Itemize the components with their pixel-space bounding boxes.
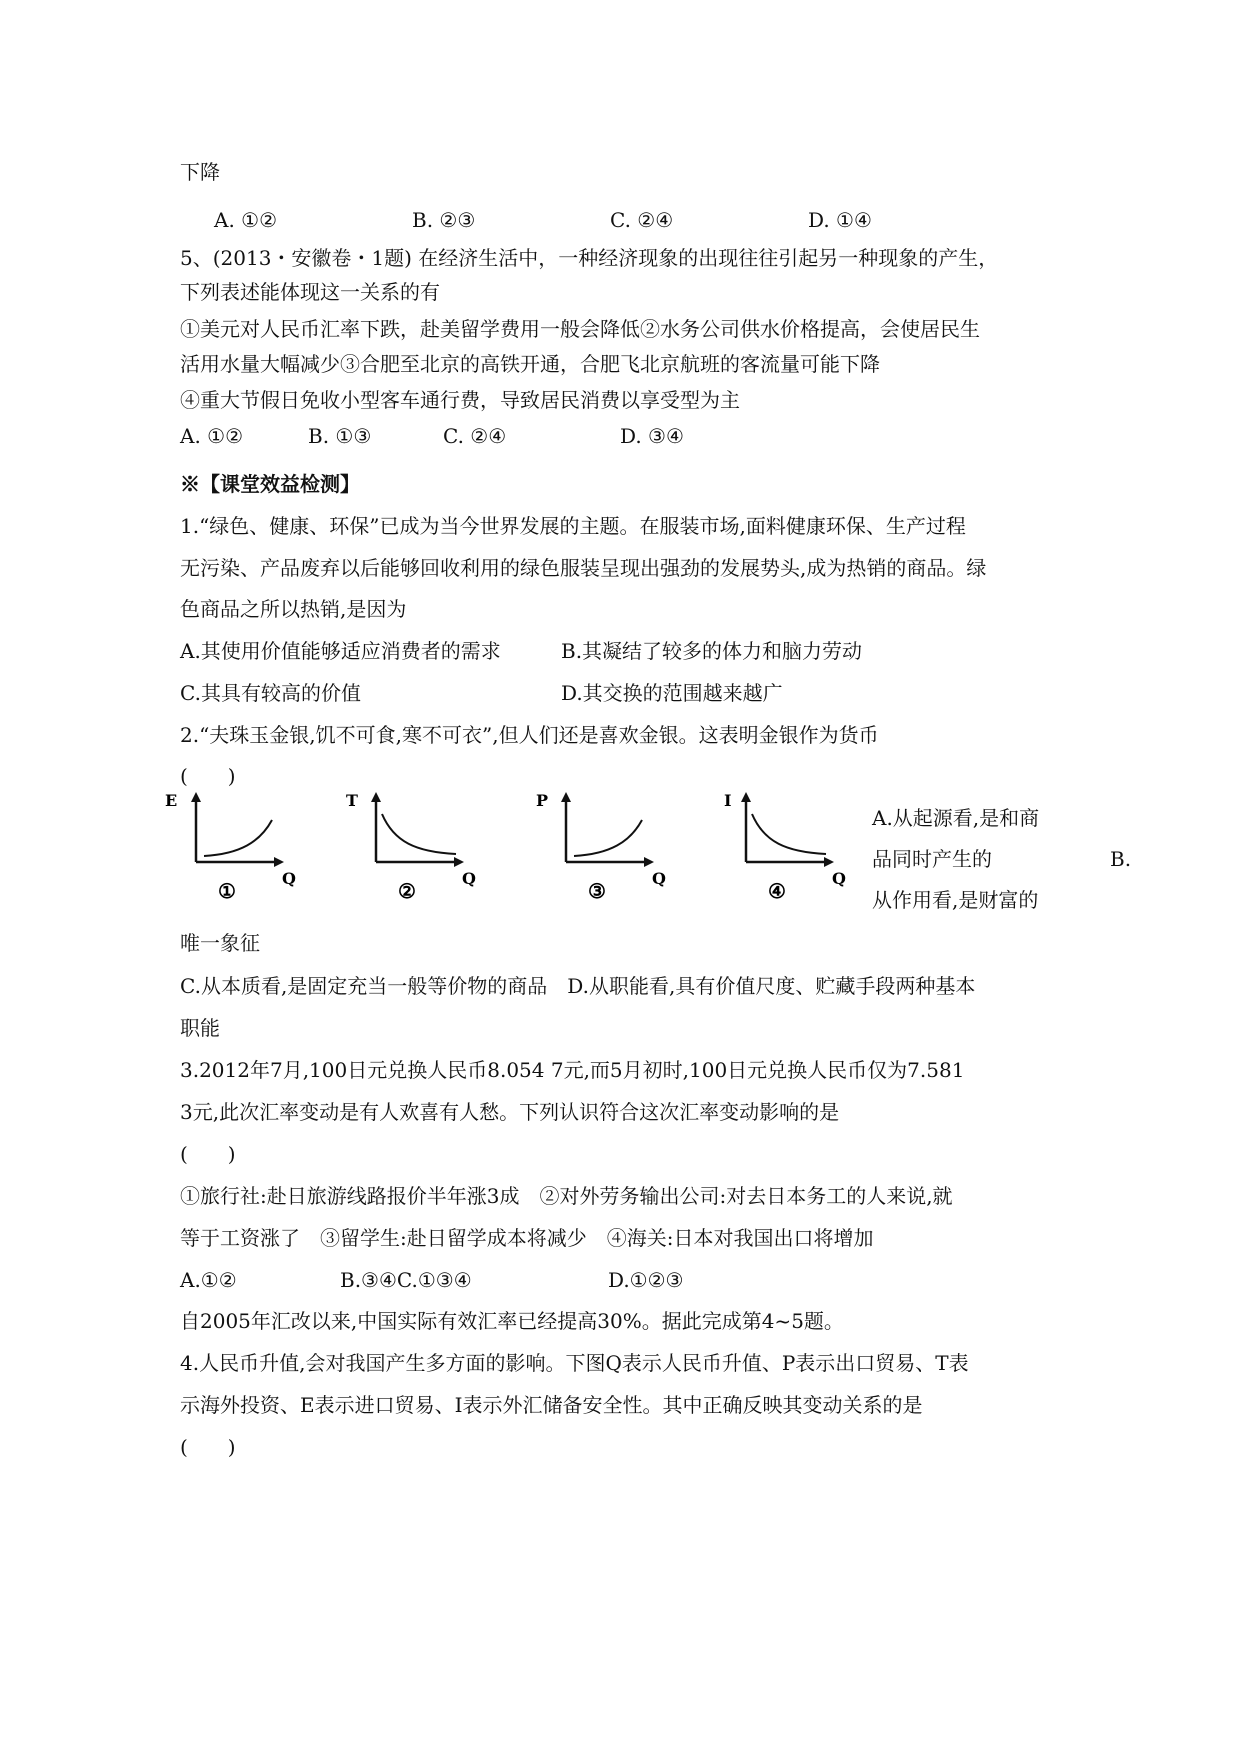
section-heading: ※【课堂效益检测】 xyxy=(180,472,360,496)
option-a: A.从起源看,是和商 xyxy=(872,806,1040,830)
question-3-stem: 3元,此次汇率变动是有人欢喜有人愁。下列认识符合这次汇率变动影响的是 xyxy=(180,1100,840,1124)
option-d: D. ③④ xyxy=(620,424,684,448)
y-axis-label: T xyxy=(346,791,358,810)
graph-number: ① xyxy=(218,879,236,903)
x-axis-label: Q xyxy=(282,869,296,888)
graph-number: ② xyxy=(398,879,416,903)
option-b: B. ②③ xyxy=(412,208,476,232)
option-a: A.①② xyxy=(180,1268,237,1292)
option-d: D.①②③ xyxy=(608,1268,684,1292)
question-2-stem: 2.“夫珠玉金银,饥不可食,寒不可衣”,但人们还是喜欢金银。这表明金银作为货币 xyxy=(180,723,879,747)
option-c: C. ②④ xyxy=(443,424,507,448)
text-line: 下降 xyxy=(180,160,220,184)
graph-3 xyxy=(530,790,670,903)
option-d-cont: 职能 xyxy=(180,1016,220,1040)
question-5-statement: ①美元对人民币汇率下跌，赴美留学费用一般会降低②水务公司供水价格提高，会使居民生 xyxy=(180,317,980,341)
option-b-cont: 唯一象征 xyxy=(180,931,260,955)
question-5-stem: 下列表述能体现这一关系的有 xyxy=(180,280,440,304)
y-axis-label: P xyxy=(536,791,549,810)
graph-number: ③ xyxy=(588,879,606,903)
x-axis-label: Q xyxy=(832,869,846,888)
instruction-line: 自2005年汇改以来,中国实际有效汇率已经提高30%。据此完成第4~5题。 xyxy=(180,1309,844,1333)
option-b: B. ①③ xyxy=(308,424,372,448)
question-4-stem: 4.人民币升值,会对我国产生多方面的影响。下图Q表示人民币升值、P表示出口贸易、T表 xyxy=(180,1351,969,1375)
option-c: C.其具有较高的价值 xyxy=(180,681,361,705)
graph-2 xyxy=(340,790,480,903)
option-b: B.其凝结了较多的体力和脑力劳动 xyxy=(561,639,863,663)
option-a-cont: 品同时产生的 xyxy=(872,847,992,871)
answer-blank: ( ) xyxy=(180,764,236,788)
option-a: A. ①② xyxy=(180,424,244,448)
question-5-statement: ④重大节假日免收小型客车通行费，导致居民消费以享受型为主 xyxy=(180,388,740,412)
question-4-stem: 示海外投资、E表示进口贸易、I表示外汇储备安全性。其中正确反映其变动关系的是 xyxy=(180,1393,923,1417)
question-1-stem: 色商品之所以热销,是因为 xyxy=(180,597,407,621)
option-b-c: B.③④C.①③④ xyxy=(340,1268,472,1292)
option-a: A.其使用价值能够适应消费者的需求 xyxy=(180,639,501,663)
answer-blank: ( ) xyxy=(180,1142,236,1166)
question-1-stem: 1.“绿色、健康、环保”已成为当今世界发展的主题。在服装市场,面料健康环保、生产过程 xyxy=(180,514,966,538)
graph-1 xyxy=(160,790,300,903)
option-a: A. ①② xyxy=(214,208,278,232)
option-d: D. ①④ xyxy=(808,208,872,232)
option-b: B. xyxy=(1110,847,1132,871)
answer-blank: ( ) xyxy=(180,1435,236,1459)
question-3-statement: ①旅行社:赴日旅游线路报价半年涨3成 ②对外劳务输出公司:对去日本务工的人来说,就 xyxy=(180,1184,953,1208)
option-b-cont: 从作用看,是财富的 xyxy=(872,888,1039,912)
option-c: C. ②④ xyxy=(610,208,674,232)
question-1-stem: 无污染、产品废弃以后能够回收利用的绿色服装呈现出强劲的发展势头,成为热销的商品。绿 xyxy=(180,556,987,580)
question-3-statement: 等于工资涨了 ③留学生:赴日留学成本将减少 ④海关:日本对我国出口将增加 xyxy=(180,1226,874,1250)
x-axis-label: Q xyxy=(652,869,666,888)
x-axis-label: Q xyxy=(462,869,476,888)
y-axis-label: I xyxy=(724,791,732,810)
option-d: D.其交换的范围越来越广 xyxy=(561,681,783,705)
graph-4 xyxy=(710,790,850,903)
y-axis-label: E xyxy=(165,791,178,810)
option-c-d: C.从本质看,是固定充当一般等价物的商品 D.从职能看,具有价值尺度、贮藏手段两种基本 xyxy=(180,974,976,998)
question-5-statement: 活用水量大幅减少③合肥至北京的高铁开通，合肥飞北京航班的客流量可能下降 xyxy=(180,352,880,376)
question-5-stem: 5、(2013・安徽卷・1题) 在经济生活中，一种经济现象的出现往往引起另一种现象的产生， xyxy=(180,246,999,270)
question-3-stem: 3.2012年7月,100日元兑换人民币8.054 7元,而5月初时,100日元兑换人民币仅为7.581 xyxy=(180,1058,965,1082)
graph-number: ④ xyxy=(768,879,786,903)
